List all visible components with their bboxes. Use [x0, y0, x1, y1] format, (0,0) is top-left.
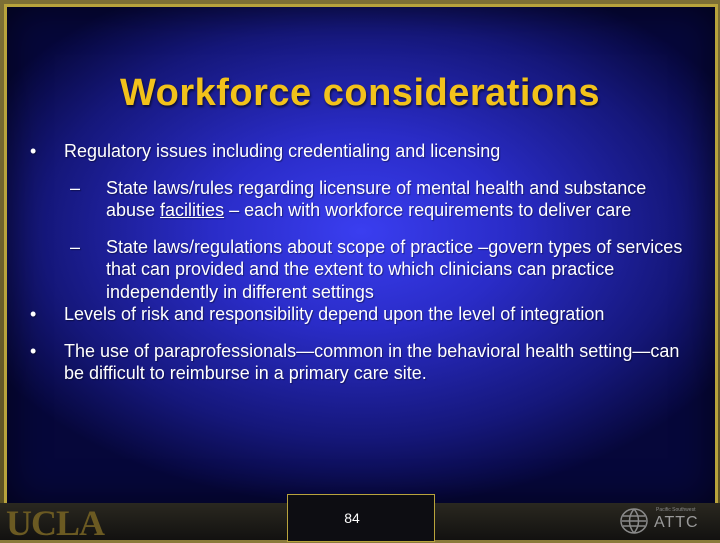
bullet-marker: •	[30, 340, 37, 361]
underlined-word: facilities	[160, 200, 225, 220]
sub-bullet-text: State laws/rules regarding licensure of mental health and substance abuse facilities – each with workforce requirements to deliver care	[106, 177, 647, 220]
sub-bullet-item	[70, 236, 690, 304]
sub-bullet-text: State laws/regulations about scope of practice –govern types of services that can provided and the extent to which clinicians can practice independently in different settings	[106, 236, 683, 302]
bullet-item	[30, 340, 690, 385]
attc-region-label: Pacific Southwest	[656, 507, 696, 513]
bullet-marker: •	[30, 304, 37, 324]
bullet-marker: •	[30, 141, 37, 161]
dash-marker: –	[70, 236, 81, 257]
sub-bullet-item	[70, 177, 690, 222]
ucla-logo: UCLA	[6, 503, 105, 543]
slide-title: Workforce considerations	[119, 72, 601, 114]
bullet-item	[30, 140, 690, 163]
dash-marker: –	[70, 177, 81, 198]
bullet-text: Regulatory issues including credentialing and licensing	[64, 141, 501, 161]
bullet-text: Levels of risk and responsibility depend upon the level of integration	[64, 304, 605, 324]
bullet-text: The use of paraprofessionals—common in the behavioral health setting—can be difficult to reimburse in a primary care site.	[64, 340, 680, 383]
attc-globe-icon	[618, 506, 656, 536]
attc-logo-text: ATTC	[654, 514, 699, 531]
page-number: 84	[344, 510, 360, 526]
bullet-item	[30, 303, 690, 326]
slide-content	[30, 140, 690, 385]
